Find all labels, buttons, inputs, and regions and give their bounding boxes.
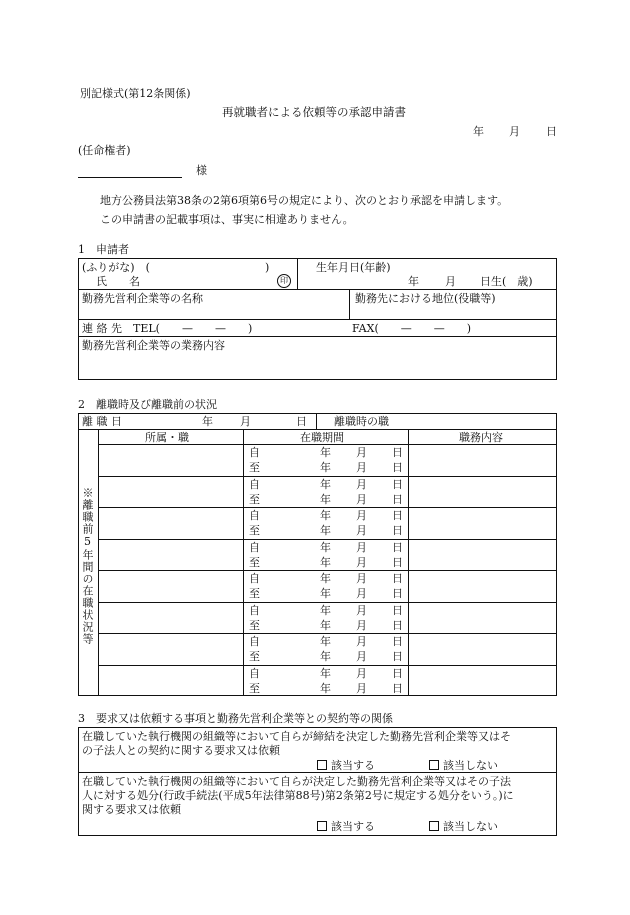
period-year: 年 — [320, 603, 331, 617]
sama-label: 様 — [196, 164, 207, 177]
col-period-header: 在職期間 — [300, 431, 344, 444]
row-divider — [98, 602, 557, 603]
addressee-line — [78, 177, 182, 178]
period-year: 年 — [320, 446, 331, 459]
period-month: 月 — [356, 650, 367, 663]
position-label: 勤務先における地位(役職等) — [355, 292, 496, 305]
period-month: 月 — [356, 618, 367, 632]
item2-applicable[interactable]: 該当する — [317, 821, 375, 832]
period-month: 月 — [356, 446, 367, 459]
col-dept-header: 所属・職 — [145, 431, 189, 444]
seal-icon: 印 — [277, 274, 291, 288]
section2-heading: 2 離職時及び離職前の状況 — [78, 398, 217, 411]
period-day: 日 — [392, 650, 403, 663]
item2-line2: 人に対する処分(行政手続法(平成5年法律第88号)第2条第2号に規定する処分をいう。)に — [82, 789, 514, 802]
period-day: 日 — [392, 666, 403, 680]
period-day: 日 — [392, 446, 403, 459]
period-year: 年 — [320, 461, 331, 474]
item2-line1: 在職していた執行機関の組織等において自らが決定した勤務先営利企業等又はその子法 — [82, 775, 511, 788]
period-year: 年 — [320, 635, 331, 648]
period-day: 日 — [392, 603, 403, 617]
period-to-label: 至 — [249, 524, 260, 537]
checkbox-icon[interactable] — [317, 760, 327, 770]
item1-applicable[interactable]: 該当する — [317, 760, 375, 771]
period-from-label: 自 — [249, 603, 260, 617]
period-month: 月 — [356, 509, 367, 522]
contact-label: 連 絡 先 TEL( — — ) — [82, 322, 253, 335]
row-divider — [98, 633, 557, 634]
item1-line2: の子法人との契約に関する要求又は依頼 — [82, 744, 280, 757]
period-day: 日 — [392, 477, 403, 491]
retire-day: 日 — [296, 415, 307, 428]
period-to-label: 至 — [249, 461, 260, 474]
row-divider — [98, 539, 557, 540]
employment-table — [78, 413, 557, 696]
period-to-label: 至 — [249, 587, 260, 600]
period-day: 日 — [392, 555, 403, 569]
item1-not-applicable[interactable]: 該当しない — [429, 760, 498, 771]
row-divider — [98, 570, 557, 571]
period-year: 年 — [320, 587, 331, 600]
period-day: 日 — [392, 492, 403, 506]
period-day: 日 — [392, 635, 403, 648]
checkbox-icon[interactable] — [429, 760, 439, 770]
period-to-label: 至 — [249, 492, 260, 506]
retire-post-label: 離職時の職 — [334, 415, 389, 428]
item2-not-applicable[interactable]: 該当しない — [429, 821, 498, 832]
row-divider — [98, 665, 557, 666]
period-year: 年 — [320, 572, 331, 585]
period-month: 月 — [356, 540, 367, 554]
period-day: 日 — [392, 681, 403, 695]
period-day: 日 — [392, 509, 403, 522]
period-day: 日 — [392, 572, 403, 585]
period-from-label: 自 — [249, 477, 260, 491]
furigana-close: ) — [265, 261, 270, 274]
section3-heading: 3 要求又は依頼する事項と勤務先営利企業等との契約等の関係 — [78, 712, 393, 725]
date-year: 年 — [473, 125, 484, 138]
period-month: 月 — [356, 587, 367, 600]
name-label: 氏 名 — [96, 275, 140, 288]
period-from-label: 自 — [249, 666, 260, 680]
period-month: 月 — [356, 572, 367, 585]
section1-heading: 1 申請者 — [78, 243, 129, 256]
period-month: 月 — [356, 635, 367, 648]
seal-mark — [277, 274, 291, 288]
period-month: 月 — [356, 477, 367, 491]
period-month: 月 — [356, 681, 367, 695]
period-year: 年 — [320, 477, 331, 491]
item1-line1: 在職していた執行機関の組織等において自らが締結を決定した勤務先営利企業等又はそ — [82, 730, 511, 743]
business-label: 勤務先営利企業等の業務内容 — [82, 339, 225, 352]
period-year: 年 — [320, 509, 331, 522]
birthdate-label: 生年月日(年齢) — [316, 261, 391, 274]
retire-year: 年 — [202, 415, 213, 428]
period-month: 月 — [356, 666, 367, 680]
period-from-label: 自 — [249, 635, 260, 648]
col-duties-header: 職務内容 — [459, 431, 503, 444]
furigana-label: (ふりがな) ( — [82, 261, 150, 274]
period-day: 日 — [392, 540, 403, 554]
period-to-label: 至 — [249, 681, 260, 695]
period-month: 月 — [356, 555, 367, 569]
period-to-label: 至 — [249, 555, 260, 569]
date-month: 月 — [509, 125, 520, 138]
date-day: 日 — [546, 125, 557, 138]
appointer-label: (任命権者) — [78, 144, 131, 157]
vertical-note: ※離職前5年間の在職状況等 — [81, 487, 94, 645]
period-month: 月 — [356, 603, 367, 617]
period-from-label: 自 — [249, 540, 260, 554]
period-year: 年 — [320, 650, 331, 663]
fax-label: FAX( — — ) — [352, 322, 472, 335]
period-to-label: 至 — [249, 618, 260, 632]
period-year: 年 — [320, 524, 331, 537]
item2-line3: 関する要求又は依頼 — [82, 803, 181, 816]
row-divider — [98, 476, 557, 477]
period-from-label: 自 — [249, 509, 260, 522]
period-day: 日 — [392, 461, 403, 474]
period-month: 月 — [356, 492, 367, 506]
period-year: 年 — [320, 492, 331, 506]
row-divider — [98, 507, 557, 508]
company-name-label: 勤務先営利企業等の名称 — [82, 292, 203, 305]
checkbox-icon[interactable] — [317, 821, 327, 831]
period-day: 日 — [392, 587, 403, 600]
birth-year: 年 — [408, 275, 419, 288]
intro-line-1: 地方公務員法第38条の2第6項第6号の規定により、次のとおり承認を申請します。 — [100, 194, 509, 207]
period-month: 月 — [356, 524, 367, 537]
period-day: 日 — [392, 524, 403, 537]
period-year: 年 — [320, 540, 331, 554]
birth-month: 月 — [445, 275, 456, 288]
period-day: 日 — [392, 618, 403, 632]
period-year: 年 — [320, 555, 331, 569]
form-reference: 別記様式(第12条関係) — [80, 87, 191, 100]
retire-month: 月 — [240, 415, 251, 428]
period-year: 年 — [320, 618, 331, 632]
period-year: 年 — [320, 681, 331, 695]
document-title: 再就職者による依頼等の承認申請書 — [222, 105, 406, 119]
period-to-label: 至 — [249, 650, 260, 663]
period-from-label: 自 — [249, 446, 260, 459]
checkbox-icon[interactable] — [429, 821, 439, 831]
retire-date-label: 離 職 日 — [82, 415, 122, 428]
birth-day-age: 日生( 歳) — [480, 275, 533, 288]
intro-line-2: この申請書の記載事項は、事実に相違ありません。 — [100, 213, 354, 226]
period-month: 月 — [356, 461, 367, 474]
period-year: 年 — [320, 666, 331, 680]
period-from-label: 自 — [249, 572, 260, 585]
